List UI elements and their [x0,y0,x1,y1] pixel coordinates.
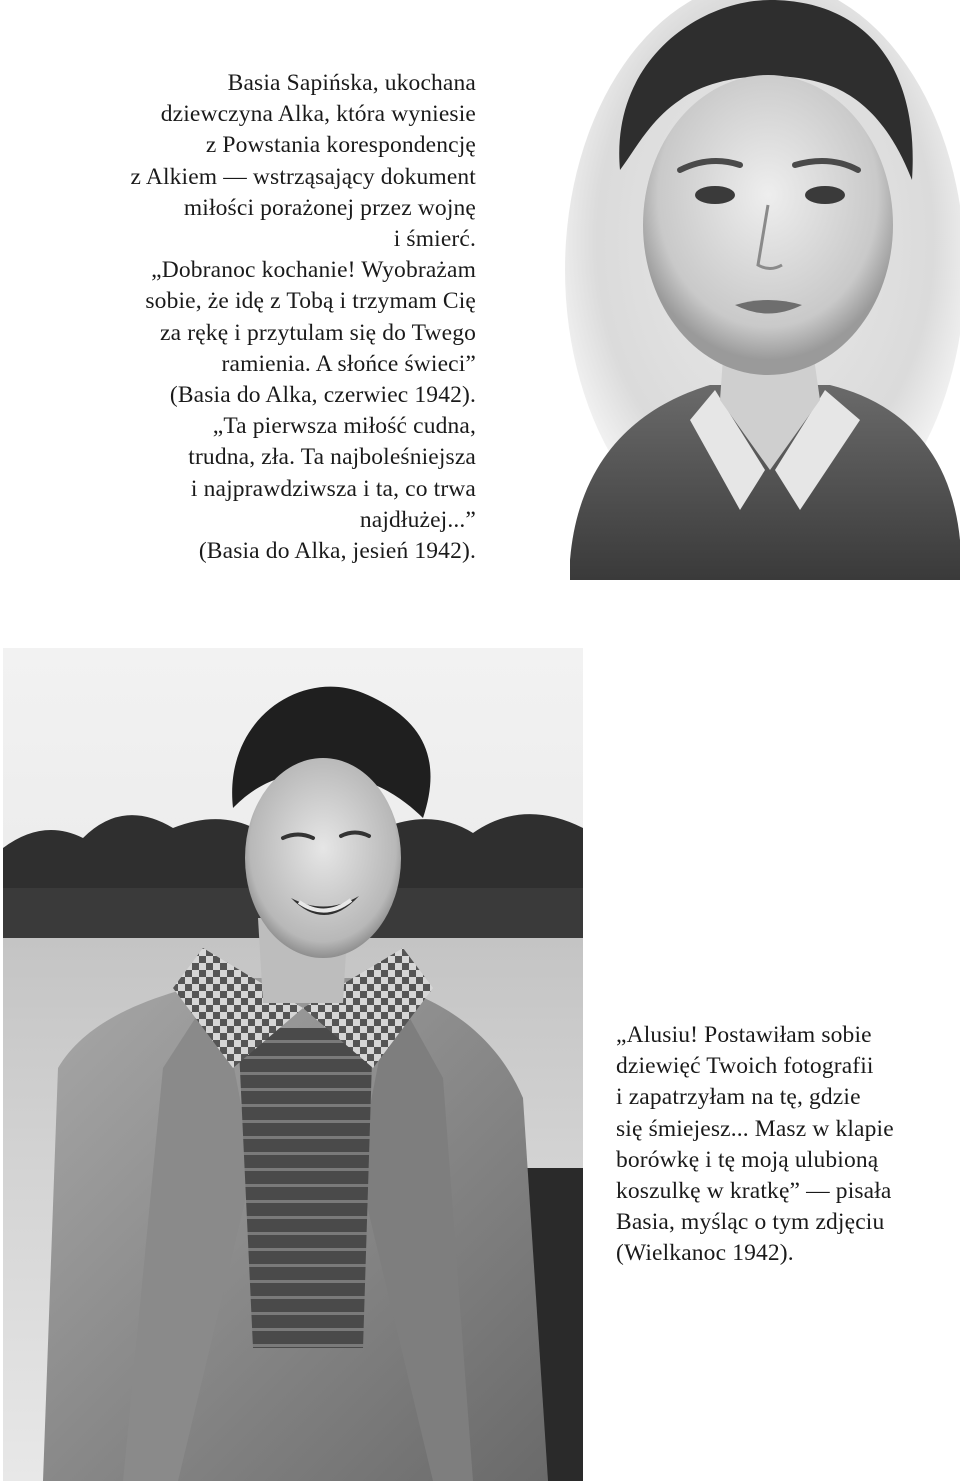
caption-bottom-line: koszulkę w kratkę” — pisała [616,1178,892,1205]
caption-bottom-line: dziewięć Twoich fotografii [616,1053,874,1080]
caption-bottom-line: „Alusiu! Postawiłam sobie [616,1022,872,1048]
caption-top-line: „Ta pierwsza miłość cudna, [212,413,476,440]
caption-top-line: (Basia do Alka, jesień 1942). [198,538,476,565]
caption-top-line: ramienia. A słońce świeci” [221,350,476,377]
portrait-photo-woman [540,0,960,580]
caption-top-line: miłości porażonej przez wojnę [183,194,476,221]
caption-bottom-line: i zapatrzyłam na tę, gdzie [616,1084,861,1111]
caption-top-line: z Alkiem — wstrząsający dokument [130,163,476,190]
photo-smiling-man [3,648,583,1481]
caption-top-line: „Dobranoc kochanie! Wyobrażam [151,257,476,284]
caption-top-line: z Powstania korespondencję [205,132,476,159]
caption-top [30,68,476,567]
caption-top-line: (Basia do Alka, czerwiec 1942). [169,382,476,409]
portrait-woman-image [540,0,960,580]
caption-top-line: Basia Sapińska, ukochana [227,70,476,96]
caption-top-line: sobie, że idę z Tobą i trzymam Cię [145,288,476,315]
caption-bottom-line: borówkę i tę moją ulubioną [616,1146,879,1173]
caption-bottom [616,1020,946,1270]
caption-bottom-line: (Wielkanoc 1942). [616,1240,794,1267]
caption-top-line: dziewczyna Alka, która wyniesie [160,101,476,128]
smiling-man-image [3,648,583,1481]
caption-top-line: najdłużej...” [359,506,476,533]
caption-bottom-line: się śmiejesz... Masz w klapie [616,1115,894,1142]
caption-top-line: i najprawdziwsza i ta, co trwa [190,475,476,502]
caption-top-line: za rękę i przytulam się do Twego [160,319,476,346]
caption-top-line: trudna, zła. Ta najboleśniejsza [188,444,476,471]
caption-bottom-line: Basia, myśląc o tym zdjęciu [616,1209,885,1236]
caption-top-line: i śmierć. [393,226,476,253]
